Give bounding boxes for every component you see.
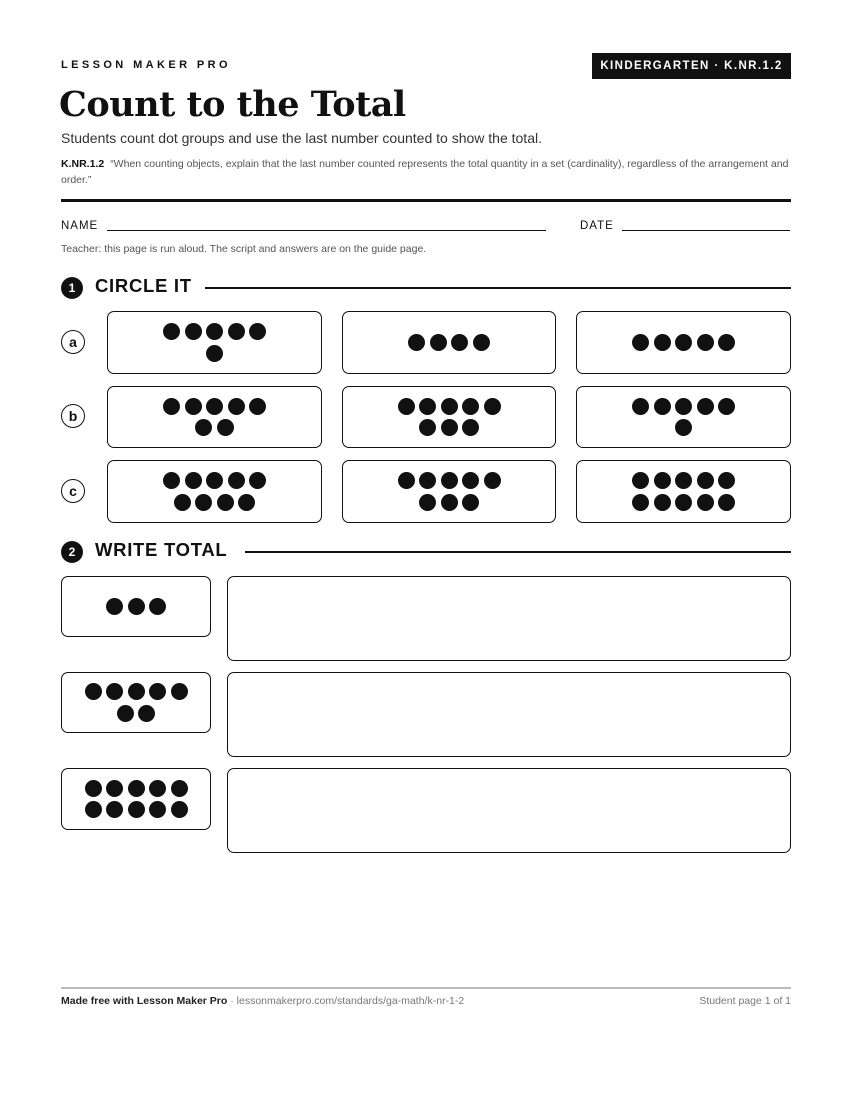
page-subtitle: Students count dot groups and use the last number counted to show the total.	[61, 130, 542, 146]
answer-box-3[interactable]	[227, 768, 791, 853]
row-letter-b: b	[61, 404, 85, 428]
section-1-rule	[205, 287, 791, 289]
dot	[228, 323, 245, 340]
dot-card-3	[61, 768, 211, 830]
dot	[697, 334, 714, 351]
dot	[632, 494, 649, 511]
circle-box-c3[interactable]	[576, 460, 791, 523]
standard-text: “When counting objects, explain that the last number counted represents the total quantity in a set (cardinality), regardless of the arrangement and order.”	[61, 158, 789, 186]
dot	[441, 472, 458, 489]
dot	[632, 334, 649, 351]
footer-url[interactable]: · lessonmakerpro.com/standards/ga-math/k-nr-1-2	[227, 995, 465, 1007]
dot	[654, 472, 671, 489]
dot	[128, 683, 145, 700]
dot	[451, 334, 468, 351]
circle-box-c1[interactable]	[107, 460, 322, 523]
dot	[149, 683, 166, 700]
circle-box-b1[interactable]	[107, 386, 322, 448]
name-field[interactable]	[107, 230, 546, 231]
footer-made-by: Made free with Lesson Maker Pro	[61, 995, 228, 1007]
dot	[419, 494, 436, 511]
dot	[128, 598, 145, 615]
dot	[462, 472, 479, 489]
dot	[697, 398, 714, 415]
section-2-number: 2	[61, 541, 83, 563]
dot	[675, 494, 692, 511]
dot	[206, 345, 223, 362]
footer-divider	[61, 987, 791, 989]
circle-box-c2[interactable]	[342, 460, 556, 523]
dot	[441, 398, 458, 415]
dot	[419, 419, 436, 436]
dot	[149, 780, 166, 797]
dot	[185, 323, 202, 340]
dot	[163, 398, 180, 415]
dot	[174, 494, 191, 511]
dot	[106, 801, 123, 818]
dot	[441, 494, 458, 511]
dot	[149, 598, 166, 615]
section-2-title: WRITE TOTAL	[95, 539, 228, 560]
dot	[128, 801, 145, 818]
dot	[654, 494, 671, 511]
dot	[171, 801, 188, 818]
dot	[249, 398, 266, 415]
dot	[718, 334, 735, 351]
dot	[163, 323, 180, 340]
dot	[654, 334, 671, 351]
dot	[228, 472, 245, 489]
dot	[632, 398, 649, 415]
dot	[206, 398, 223, 415]
circle-box-b2[interactable]	[342, 386, 556, 448]
dot	[128, 780, 145, 797]
answer-box-2[interactable]	[227, 672, 791, 757]
dot	[106, 598, 123, 615]
dot	[185, 472, 202, 489]
circle-box-a1[interactable]	[107, 311, 322, 374]
dot	[419, 398, 436, 415]
footer-credit	[61, 995, 464, 1007]
dot	[171, 683, 188, 700]
dot	[249, 323, 266, 340]
dot-card-1	[61, 576, 211, 637]
row-letter-a: a	[61, 330, 85, 354]
dot	[138, 705, 155, 722]
dot	[718, 494, 735, 511]
standard-code: K.NR.1.2	[61, 158, 105, 170]
name-label: NAME	[61, 220, 99, 232]
dot	[484, 472, 501, 489]
standard-description	[61, 156, 791, 188]
dot	[473, 334, 490, 351]
dot-card-2	[61, 672, 211, 733]
dot	[228, 398, 245, 415]
row-letter-c: c	[61, 479, 85, 503]
section-2-rule	[245, 551, 791, 553]
circle-box-b3[interactable]	[576, 386, 791, 448]
dot	[675, 334, 692, 351]
dot	[106, 780, 123, 797]
dot	[654, 398, 671, 415]
dot	[697, 494, 714, 511]
dot	[85, 801, 102, 818]
dot	[206, 472, 223, 489]
dot	[462, 398, 479, 415]
circle-box-a3[interactable]	[576, 311, 791, 374]
answer-box-1[interactable]	[227, 576, 791, 661]
grade-standard-badge: KINDERGARTEN · K.NR.1.2	[592, 53, 791, 79]
dot	[195, 419, 212, 436]
brand-name: LESSON MAKER PRO	[61, 59, 231, 71]
date-label: DATE	[580, 220, 614, 232]
dot	[206, 323, 223, 340]
dot	[149, 801, 166, 818]
dot	[398, 398, 415, 415]
dot	[249, 472, 266, 489]
dot	[697, 472, 714, 489]
teacher-note: Teacher: this page is run aloud. The script and answers are on the guide page.	[61, 243, 427, 255]
dot	[632, 472, 649, 489]
dot	[171, 780, 188, 797]
dot	[718, 398, 735, 415]
dot	[430, 334, 447, 351]
dot	[462, 494, 479, 511]
dot	[217, 419, 234, 436]
dot	[238, 494, 255, 511]
dot	[195, 494, 212, 511]
dot	[675, 398, 692, 415]
dot	[217, 494, 234, 511]
dot	[718, 472, 735, 489]
dot	[117, 705, 134, 722]
dot	[484, 398, 501, 415]
dot	[185, 398, 202, 415]
dot	[398, 472, 415, 489]
dot	[85, 683, 102, 700]
dot	[106, 683, 123, 700]
circle-box-a2[interactable]	[342, 311, 556, 374]
page-title: Count to the Total	[59, 84, 406, 125]
dot	[85, 780, 102, 797]
dot	[675, 472, 692, 489]
dot	[441, 419, 458, 436]
date-field[interactable]	[622, 230, 790, 231]
section-1-number: 1	[61, 277, 83, 299]
dot	[462, 419, 479, 436]
dot	[408, 334, 425, 351]
dot	[675, 419, 692, 436]
section-1-title: CIRCLE IT	[95, 275, 192, 296]
dot	[419, 472, 436, 489]
dot	[163, 472, 180, 489]
footer-page-number: Student page 1 of 1	[699, 995, 791, 1007]
header-divider	[61, 199, 791, 202]
